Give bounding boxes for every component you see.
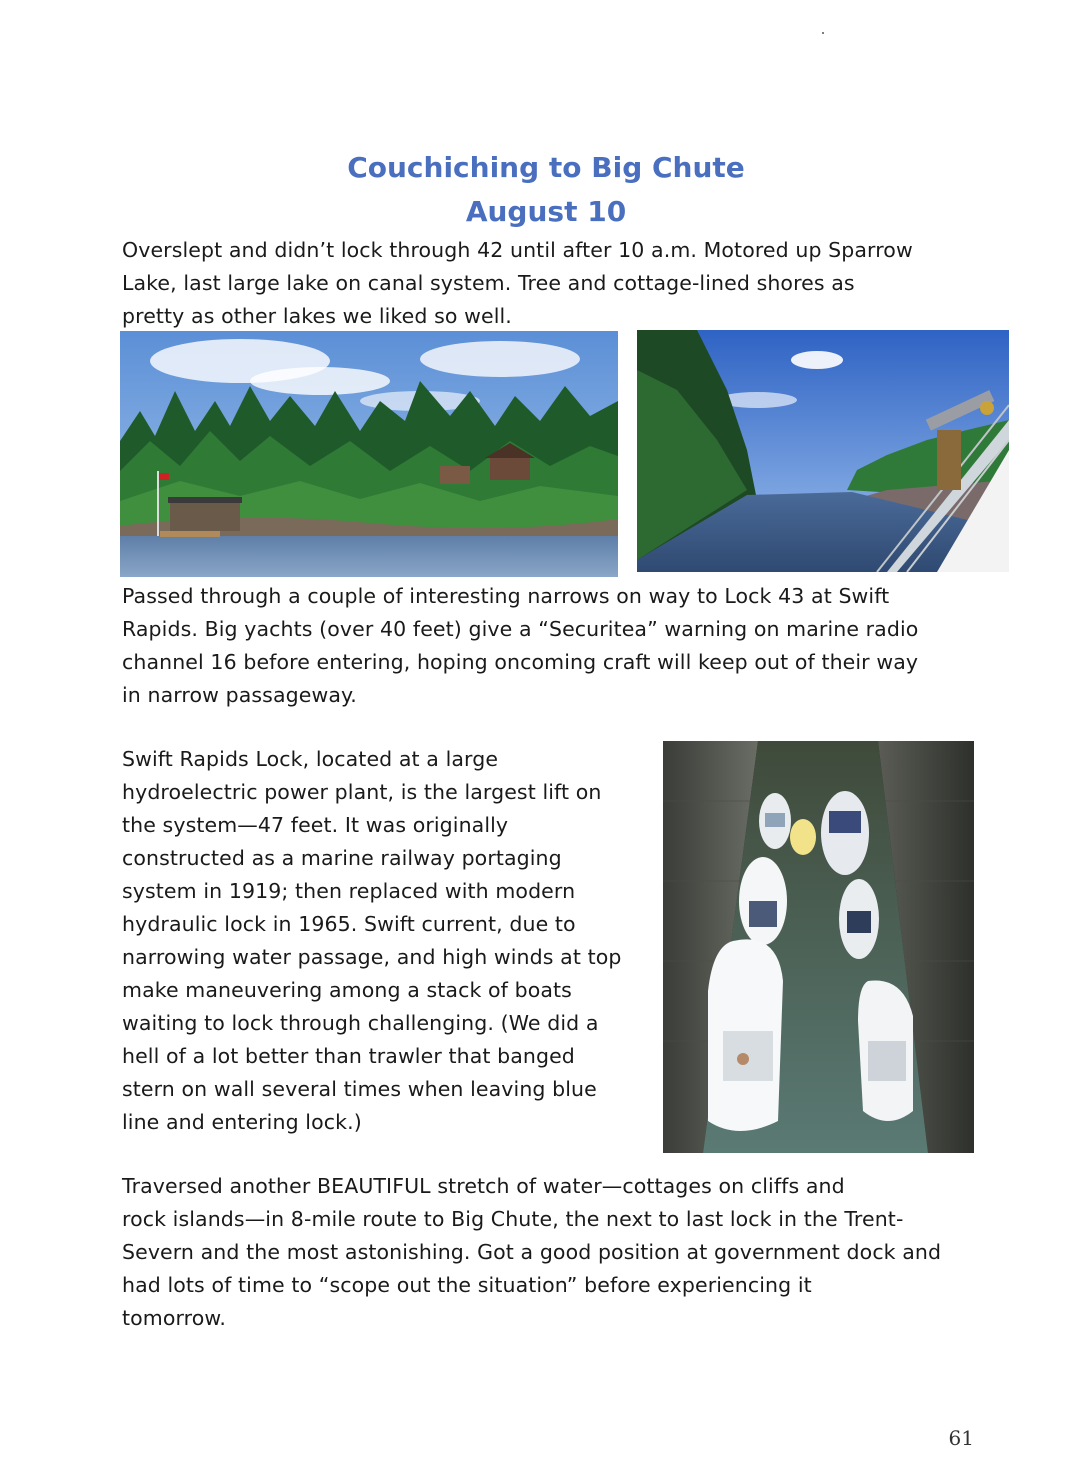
paragraph-2 (122, 580, 918, 712)
paragraph-line: pretty as other lakes we liked so well. (122, 304, 512, 328)
paragraph-line: hell of a lot better than trawler that banged (122, 1044, 575, 1068)
paragraph-1 (122, 234, 913, 333)
paragraph-line: Lake, last large lake on canal system. Tree and cottage-lined shores as (122, 271, 855, 295)
photo-canal-narrows (637, 330, 1009, 572)
scan-speck (822, 32, 824, 34)
paragraph-line: Passed through a couple of interesting narrows on way to Lock 43 at Swift (122, 584, 890, 608)
title-line-1: Couchiching to Big Chute (347, 151, 745, 184)
photo-boats-in-lock (663, 741, 974, 1153)
paragraph-line: constructed as a marine railway portaging (122, 846, 562, 870)
paragraph-4 (122, 1170, 941, 1335)
paragraph-line: Traversed another BEAUTIFUL stretch of water—cottages on cliffs and (122, 1174, 845, 1198)
paragraph-line: hydroelectric power plant, is the largest lift on (122, 780, 602, 804)
paragraph-3 (122, 743, 621, 1139)
paragraph-line: had lots of time to “scope out the situation” before experiencing it (122, 1273, 812, 1297)
photo-island-cottages (120, 331, 618, 577)
paragraph-line: channel 16 before entering, hoping oncoming craft will keep out of their way (122, 650, 919, 674)
paragraph-line: Overslept and didn’t lock through 42 until after 10 a.m. Motored up Sparrow (122, 238, 913, 262)
paragraph-line: the system—47 feet. It was originally (122, 813, 509, 837)
paragraph-line: narrowing water passage, and high winds at top (122, 945, 622, 969)
paragraph-line: hydraulic lock in 1965. Swift current, due to (122, 912, 576, 936)
paragraph-line: tomorrow. (122, 1306, 226, 1330)
title-line-2: August 10 (465, 195, 627, 228)
paragraph-line: stern on wall several times when leaving blue (122, 1077, 597, 1101)
paragraph-line: Swift Rapids Lock, located at a large (122, 747, 499, 771)
paragraph-line: rock islands—in 8-mile route to Big Chute, the next to last lock in the Trent- (122, 1207, 904, 1231)
paragraph-line: system in 1919; then replaced with modern (122, 879, 576, 903)
paragraph-line: line and entering lock.) (122, 1110, 362, 1134)
paragraph-line: Severn and the most astonishing. Got a good position at government dock and (122, 1240, 942, 1264)
paragraph-line: Rapids. Big yachts (over 40 feet) give a “Securitea” warning on marine radio (122, 617, 919, 641)
page-number: 61 (948, 1426, 974, 1450)
page-title (0, 146, 1080, 234)
paragraph-line: waiting to lock through challenging. (We did a (122, 1011, 599, 1035)
paragraph-line: make maneuvering among a stack of boats (122, 978, 572, 1002)
paragraph-line: in narrow passageway. (122, 683, 357, 707)
